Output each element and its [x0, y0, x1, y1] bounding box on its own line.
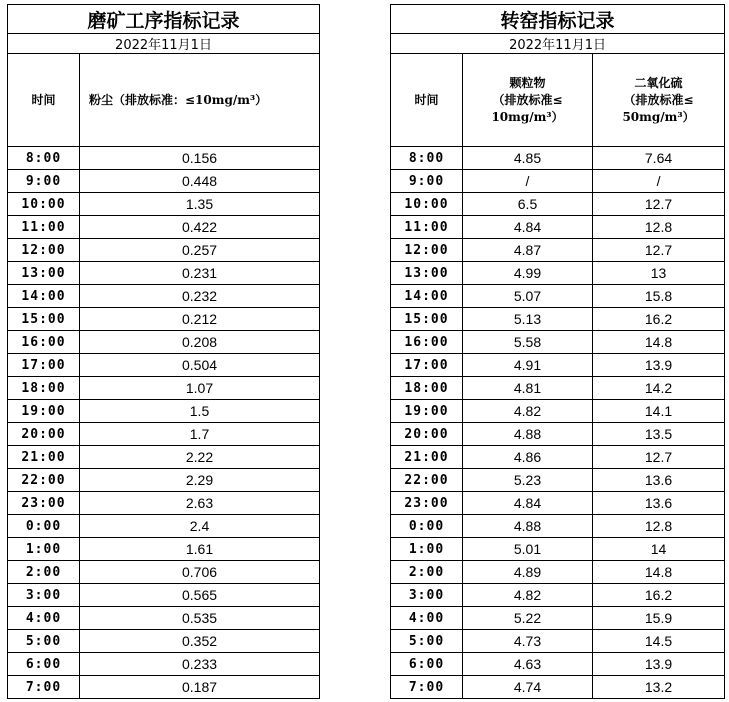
table-row: [8, 607, 320, 630]
table-row: [8, 147, 320, 170]
time-cell: 19:00: [391, 400, 463, 423]
time-cell: 11:00: [391, 216, 463, 239]
table-row: [391, 193, 725, 216]
so2-value-cell: 14.2: [593, 377, 725, 400]
time-cell: 14:00: [391, 285, 463, 308]
table-row: [8, 262, 320, 285]
so2-value-cell: 14.8: [593, 331, 725, 354]
particulate-column-header: [463, 54, 593, 147]
particulate-value-cell: 4.82: [463, 584, 593, 607]
table-row: [8, 584, 320, 607]
so2-value-cell: /: [593, 170, 725, 193]
table-row: [8, 446, 320, 469]
time-cell: 0:00: [391, 515, 463, 538]
particulate-value-cell: 4.87: [463, 239, 593, 262]
table-row: [8, 538, 320, 561]
table-row: [8, 170, 320, 193]
particulate-value-cell: 4.91: [463, 354, 593, 377]
time-cell: 18:00: [391, 377, 463, 400]
grinding-record-table: [7, 4, 320, 699]
time-cell: 8:00: [8, 147, 80, 170]
table-row: [391, 607, 725, 630]
so2-value-cell: 14.1: [593, 400, 725, 423]
table-row: [8, 285, 320, 308]
time-cell: 12:00: [391, 239, 463, 262]
dust-value-cell: 2.29: [80, 469, 320, 492]
table-row: [8, 354, 320, 377]
table-row: [391, 400, 725, 423]
kiln-record-table: [390, 4, 725, 699]
table-row: [8, 331, 320, 354]
so2-value-cell: 12.7: [593, 193, 725, 216]
table-row: [8, 308, 320, 331]
dust-value-cell: 0.352: [80, 630, 320, 653]
table-row: [391, 538, 725, 561]
particulate-value-cell: 4.89: [463, 561, 593, 584]
table-row: [8, 515, 320, 538]
dust-value-cell: 2.22: [80, 446, 320, 469]
time-cell: 22:00: [391, 469, 463, 492]
table-row: [391, 630, 725, 653]
time-cell: 11:00: [8, 216, 80, 239]
time-cell: 23:00: [391, 492, 463, 515]
so2-value-cell: 16.2: [593, 584, 725, 607]
so2-value-cell: 13.2: [593, 676, 725, 699]
grinding-table-title: 磨矿工序指标记录: [8, 5, 320, 34]
time-cell: 21:00: [8, 446, 80, 469]
particulate-value-cell: 4.73: [463, 630, 593, 653]
table-row: [391, 676, 725, 699]
time-cell: 18:00: [8, 377, 80, 400]
table-row: [8, 676, 320, 699]
so2-header-line2: （排放标准≤: [623, 92, 694, 107]
time-cell: 15:00: [8, 308, 80, 331]
time-cell: 9:00: [8, 170, 80, 193]
particulate-value-cell: 4.99: [463, 262, 593, 285]
so2-value-cell: 15.9: [593, 607, 725, 630]
table-row: [8, 653, 320, 676]
dust-value-cell: 0.706: [80, 561, 320, 584]
so2-value-cell: 13: [593, 262, 725, 285]
so2-header-line3: 50mg/m³）: [622, 109, 695, 124]
so2-value-cell: 14.5: [593, 630, 725, 653]
time-cell: 7:00: [8, 676, 80, 699]
table-row: [391, 285, 725, 308]
particulate-value-cell: 4.63: [463, 653, 593, 676]
time-cell: 6:00: [391, 653, 463, 676]
dust-value-cell: 1.35: [80, 193, 320, 216]
time-cell: 10:00: [8, 193, 80, 216]
so2-value-cell: 7.64: [593, 147, 725, 170]
time-cell: 1:00: [8, 538, 80, 561]
so2-value-cell: 12.8: [593, 515, 725, 538]
so2-value-cell: 14.8: [593, 561, 725, 584]
dust-value-cell: 0.232: [80, 285, 320, 308]
table-row: [391, 653, 725, 676]
dust-value-cell: 1.7: [80, 423, 320, 446]
table-row: [8, 216, 320, 239]
table-row: [391, 377, 725, 400]
dust-value-cell: 0.187: [80, 676, 320, 699]
so2-value-cell: 16.2: [593, 308, 725, 331]
table-row: [8, 423, 320, 446]
table-row: [8, 193, 320, 216]
time-cell: 17:00: [8, 354, 80, 377]
time-cell: 5:00: [8, 630, 80, 653]
so2-column-header: [593, 54, 725, 147]
dust-value-cell: 2.63: [80, 492, 320, 515]
table-row: [391, 170, 725, 193]
so2-value-cell: 15.8: [593, 285, 725, 308]
particulate-value-cell: 4.86: [463, 446, 593, 469]
time-cell: 3:00: [391, 584, 463, 607]
dust-value-cell: 1.07: [80, 377, 320, 400]
dust-value-cell: 0.231: [80, 262, 320, 285]
time-cell: 22:00: [8, 469, 80, 492]
table-row: [391, 354, 725, 377]
table-row: [8, 630, 320, 653]
so2-value-cell: 12.8: [593, 216, 725, 239]
particulate-value-cell: 5.13: [463, 308, 593, 331]
particulate-value-cell: 5.58: [463, 331, 593, 354]
kiln-table-date: 2022年11月1日: [391, 34, 725, 54]
time-cell: 0:00: [8, 515, 80, 538]
time-cell: 13:00: [8, 262, 80, 285]
time-cell: 17:00: [391, 354, 463, 377]
so2-value-cell: 12.7: [593, 239, 725, 262]
table-row: [391, 492, 725, 515]
particulate-value-cell: 4.88: [463, 515, 593, 538]
particulate-value-cell: 4.85: [463, 147, 593, 170]
table-row: [8, 239, 320, 262]
time-cell: 9:00: [391, 170, 463, 193]
time-cell: 12:00: [8, 239, 80, 262]
dust-value-cell: 0.156: [80, 147, 320, 170]
time-column-header: 时间: [8, 54, 80, 147]
dust-value-cell: 0.565: [80, 584, 320, 607]
table-row: [391, 515, 725, 538]
time-cell: 14:00: [8, 285, 80, 308]
kiln-table-title: 转窑指标记录: [391, 5, 725, 34]
time-cell: 16:00: [8, 331, 80, 354]
table-row: [391, 239, 725, 262]
table-row: [391, 216, 725, 239]
table-row: [8, 561, 320, 584]
table-row: [391, 262, 725, 285]
particulate-value-cell: 6.5: [463, 193, 593, 216]
dust-value-cell: 0.257: [80, 239, 320, 262]
particulate-value-cell: 5.01: [463, 538, 593, 561]
particulate-value-cell: 4.88: [463, 423, 593, 446]
table-row: [391, 147, 725, 170]
particulate-value-cell: 5.22: [463, 607, 593, 630]
dust-value-cell: 0.504: [80, 354, 320, 377]
dust-column-header: 粉尘（排放标准：≤10mg/m³）: [80, 54, 320, 147]
particulate-value-cell: 4.74: [463, 676, 593, 699]
particulate-header-line2: （排放标准≤: [492, 92, 563, 107]
dust-value-cell: 0.448: [80, 170, 320, 193]
time-cell: 2:00: [391, 561, 463, 584]
table-row: [391, 331, 725, 354]
time-cell: 6:00: [8, 653, 80, 676]
dust-value-cell: 1.5: [80, 400, 320, 423]
time-cell: 1:00: [391, 538, 463, 561]
time-cell: 2:00: [8, 561, 80, 584]
particulate-value-cell: 5.23: [463, 469, 593, 492]
particulate-value-cell: 4.84: [463, 492, 593, 515]
particulate-value-cell: /: [463, 170, 593, 193]
table-row: [391, 469, 725, 492]
dust-value-cell: 0.422: [80, 216, 320, 239]
time-cell: 16:00: [391, 331, 463, 354]
so2-value-cell: 14: [593, 538, 725, 561]
table-row: [391, 561, 725, 584]
so2-value-cell: 13.9: [593, 354, 725, 377]
dust-value-cell: 2.4: [80, 515, 320, 538]
time-cell: 4:00: [8, 607, 80, 630]
time-cell: 13:00: [391, 262, 463, 285]
time-cell: 15:00: [391, 308, 463, 331]
table-row: [391, 584, 725, 607]
particulate-value-cell: 5.07: [463, 285, 593, 308]
time-cell: 3:00: [8, 584, 80, 607]
time-column-header: 时间: [391, 54, 463, 147]
table-row: [8, 492, 320, 515]
so2-value-cell: 13.6: [593, 492, 725, 515]
time-cell: 21:00: [391, 446, 463, 469]
dust-value-cell: 0.212: [80, 308, 320, 331]
dust-value-cell: 0.208: [80, 331, 320, 354]
particulate-header-line3: 10mg/m³）: [491, 109, 564, 124]
table-row: [391, 446, 725, 469]
table-row: [8, 377, 320, 400]
time-cell: 5:00: [391, 630, 463, 653]
dust-value-cell: 0.233: [80, 653, 320, 676]
time-cell: 20:00: [8, 423, 80, 446]
time-cell: 8:00: [391, 147, 463, 170]
time-cell: 20:00: [391, 423, 463, 446]
so2-header-line1: 二氧化硫: [634, 75, 683, 90]
particulate-header-line1: 颗粒物: [509, 75, 546, 90]
dust-value-cell: 0.535: [80, 607, 320, 630]
particulate-value-cell: 4.81: [463, 377, 593, 400]
time-cell: 19:00: [8, 400, 80, 423]
particulate-value-cell: 4.82: [463, 400, 593, 423]
time-cell: 4:00: [391, 607, 463, 630]
so2-value-cell: 12.7: [593, 446, 725, 469]
table-row: [8, 400, 320, 423]
time-cell: 23:00: [8, 492, 80, 515]
time-cell: 7:00: [391, 676, 463, 699]
time-cell: 10:00: [391, 193, 463, 216]
table-row: [8, 469, 320, 492]
so2-value-cell: 13.9: [593, 653, 725, 676]
table-row: [391, 308, 725, 331]
dust-value-cell: 1.61: [80, 538, 320, 561]
table-row: [391, 423, 725, 446]
grinding-table-date: 2022年11月1日: [8, 34, 320, 54]
so2-value-cell: 13.6: [593, 469, 725, 492]
so2-value-cell: 13.5: [593, 423, 725, 446]
particulate-value-cell: 4.84: [463, 216, 593, 239]
